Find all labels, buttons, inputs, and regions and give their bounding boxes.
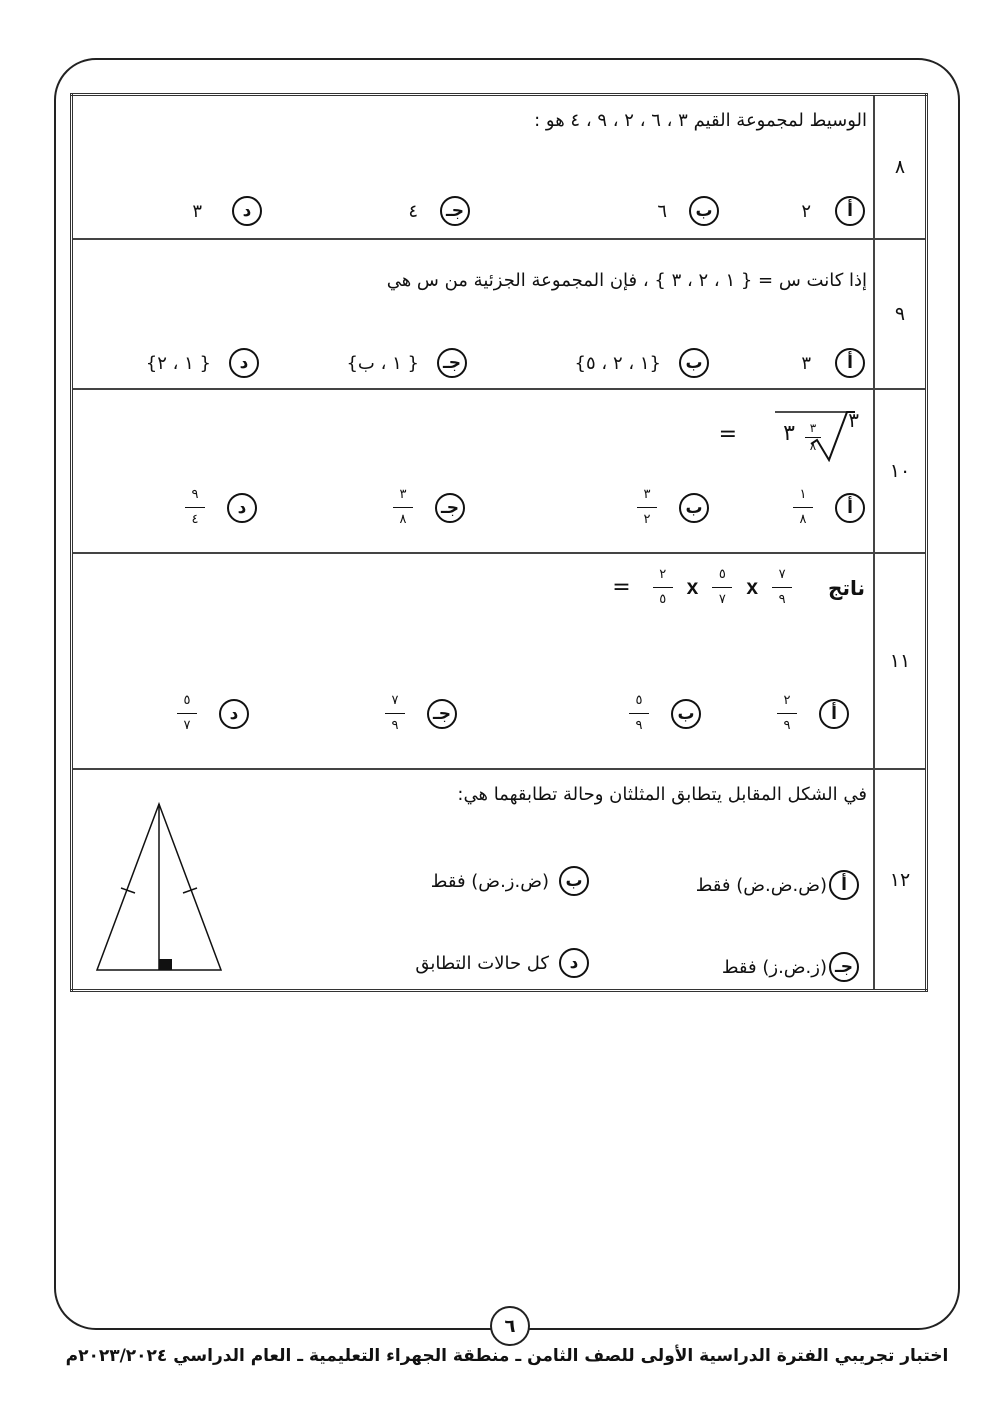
question-row-11 (72, 553, 927, 769)
option-d[interactable] (415, 948, 589, 978)
fraction-denominator: ٧ (718, 592, 726, 607)
fraction-numerator: ٧ (391, 693, 399, 708)
option-fraction (385, 694, 405, 733)
fraction-1 (772, 568, 792, 607)
option-value: كل حالات التطابق (415, 952, 549, 974)
question-number: ١٠ (874, 389, 927, 553)
question-number: ٩ (874, 239, 927, 389)
option-fraction (393, 488, 413, 527)
product-expression (612, 568, 865, 607)
option-d[interactable] (192, 196, 262, 226)
fraction-denominator: ٢ (643, 512, 651, 527)
option-fraction (185, 488, 205, 527)
option-letter: د (227, 493, 257, 523)
fraction-2 (712, 568, 732, 607)
option-c[interactable] (385, 694, 457, 733)
option-b[interactable] (637, 488, 709, 527)
option-value: ٣ (801, 352, 811, 374)
fraction-denominator: ٨ (799, 512, 807, 527)
fraction-numerator: ٢ (659, 567, 667, 582)
option-letter: جـ (440, 196, 470, 226)
fraction-denominator: ٨ (809, 439, 817, 453)
fraction-numerator: ٥ (635, 693, 643, 708)
option-letter: د (219, 699, 249, 729)
fraction-numerator: ٣ (809, 421, 817, 435)
option-value: (ض.ز.ض) فقط (430, 870, 549, 892)
option-letter: أ (835, 348, 865, 378)
option-value: (ض.ض.ض) فقط (695, 874, 827, 896)
option-letter: أ (835, 196, 865, 226)
page-number: ٦ (490, 1306, 530, 1346)
question-stem: إذا كانت س = { ١ ، ٢ ، ٣ } ، فإن المجموعة الجزئية من س هي (386, 270, 867, 291)
right-angle-marker (159, 959, 172, 970)
fraction-denominator: ٩ (635, 718, 643, 733)
option-b[interactable] (431, 866, 589, 896)
question-cell (72, 95, 875, 240)
option-letter: ب (679, 348, 709, 378)
question-row-12 (72, 769, 927, 991)
option-d[interactable] (185, 488, 257, 527)
question-cell (72, 389, 875, 553)
option-fraction (629, 694, 649, 733)
option-fraction (777, 694, 797, 733)
fraction-numerator: ٥ (183, 693, 191, 708)
option-b[interactable] (575, 348, 709, 378)
option-letter: جـ (829, 952, 859, 982)
option-letter: جـ (435, 493, 465, 523)
option-c[interactable] (408, 196, 470, 226)
fraction-numerator: ٧ (778, 567, 786, 582)
option-letter: ب (559, 866, 589, 896)
option-value: { ١ ، ب} (346, 352, 419, 374)
option-b[interactable] (629, 694, 701, 733)
fraction-numerator: ٣ (399, 487, 407, 502)
option-value: ٢ (801, 200, 811, 222)
root-index: ٣ (848, 408, 859, 432)
option-value: ٤ (408, 200, 418, 222)
fraction-numerator: ٥ (718, 567, 726, 582)
product-word: ناتج (828, 575, 865, 600)
option-a[interactable] (801, 348, 865, 378)
fraction-denominator: ٨ (399, 512, 407, 527)
option-letter: أ (829, 870, 859, 900)
option-fraction (177, 694, 197, 733)
option-a[interactable] (793, 488, 865, 527)
option-c[interactable] (393, 488, 465, 527)
option-value: { ١ ، ٢} (145, 352, 211, 374)
question-stem: في الشكل المقابل يتطابق المثلثان وحالة تطابقهما هي: (457, 784, 867, 805)
question-row-9 (72, 239, 927, 389)
question-number: ٨ (874, 95, 927, 240)
option-letter: ب (671, 699, 701, 729)
option-fraction (637, 488, 657, 527)
fraction-denominator: ٩ (391, 718, 399, 733)
option-value: ٦ (657, 200, 667, 222)
whole-part: ٣ (783, 421, 795, 446)
fraction-numerator: ٩ (191, 487, 199, 502)
equals-sign: = (718, 422, 737, 447)
option-letter: جـ (437, 348, 467, 378)
questions-table (70, 93, 928, 992)
option-value: ٣ (192, 200, 202, 222)
option-letter: أ (819, 699, 849, 729)
page-footer: اختبار تجريبي الفترة الدراسية الأولى للصف الثامن ـ منطقة الجهراء التعليمية ـ العام الدراسي ٢٠٢٣/٢٠٢٤م (65, 1346, 949, 1366)
fraction-denominator: ٩ (778, 592, 786, 607)
question-stem: الوسيط لمجموعة القيم ٣ ، ٦ ، ٢ ، ٩ ، ٤ هو : (534, 110, 867, 131)
option-c[interactable] (346, 348, 467, 378)
option-b[interactable] (657, 196, 719, 226)
option-letter: أ (835, 493, 865, 523)
isosceles-triangle-figure (93, 798, 225, 976)
fraction-numerator: ٢ (783, 693, 791, 708)
option-a[interactable] (696, 870, 859, 900)
fraction-3 (653, 568, 673, 607)
fraction-numerator: ١ (799, 487, 807, 502)
question-cell (72, 553, 875, 769)
option-letter: د (229, 348, 259, 378)
fraction-numerator: ٣ (643, 487, 651, 502)
fraction-denominator: ٥ (659, 592, 667, 607)
option-d[interactable] (177, 694, 249, 733)
mixed-fraction (805, 422, 821, 453)
option-value: {١ ، ٢ ، ٥} (574, 352, 661, 374)
question-row-8 (72, 95, 927, 240)
option-letter: ب (689, 196, 719, 226)
question-number: ١١ (874, 553, 927, 769)
fraction-denominator: ٧ (183, 718, 191, 733)
fraction-denominator: ٤ (191, 512, 199, 527)
question-cell (72, 239, 875, 389)
times-sign: x (746, 575, 759, 599)
option-fraction (793, 488, 813, 527)
question-number: ١٢ (874, 769, 927, 991)
option-letter: ب (679, 493, 709, 523)
option-d[interactable] (146, 348, 259, 378)
option-a[interactable] (801, 196, 865, 226)
fraction-denominator: ٩ (783, 718, 791, 733)
times-sign: x (686, 575, 699, 599)
question-cell (72, 769, 875, 991)
option-a[interactable] (777, 694, 849, 733)
option-value: (ز.ض.ز) فقط (721, 956, 827, 978)
option-c[interactable] (722, 952, 859, 982)
option-letter: جـ (427, 699, 457, 729)
option-letter: د (232, 196, 262, 226)
option-letter: د (559, 948, 589, 978)
equals-sign: = (612, 575, 631, 600)
question-row-10 (72, 389, 927, 553)
